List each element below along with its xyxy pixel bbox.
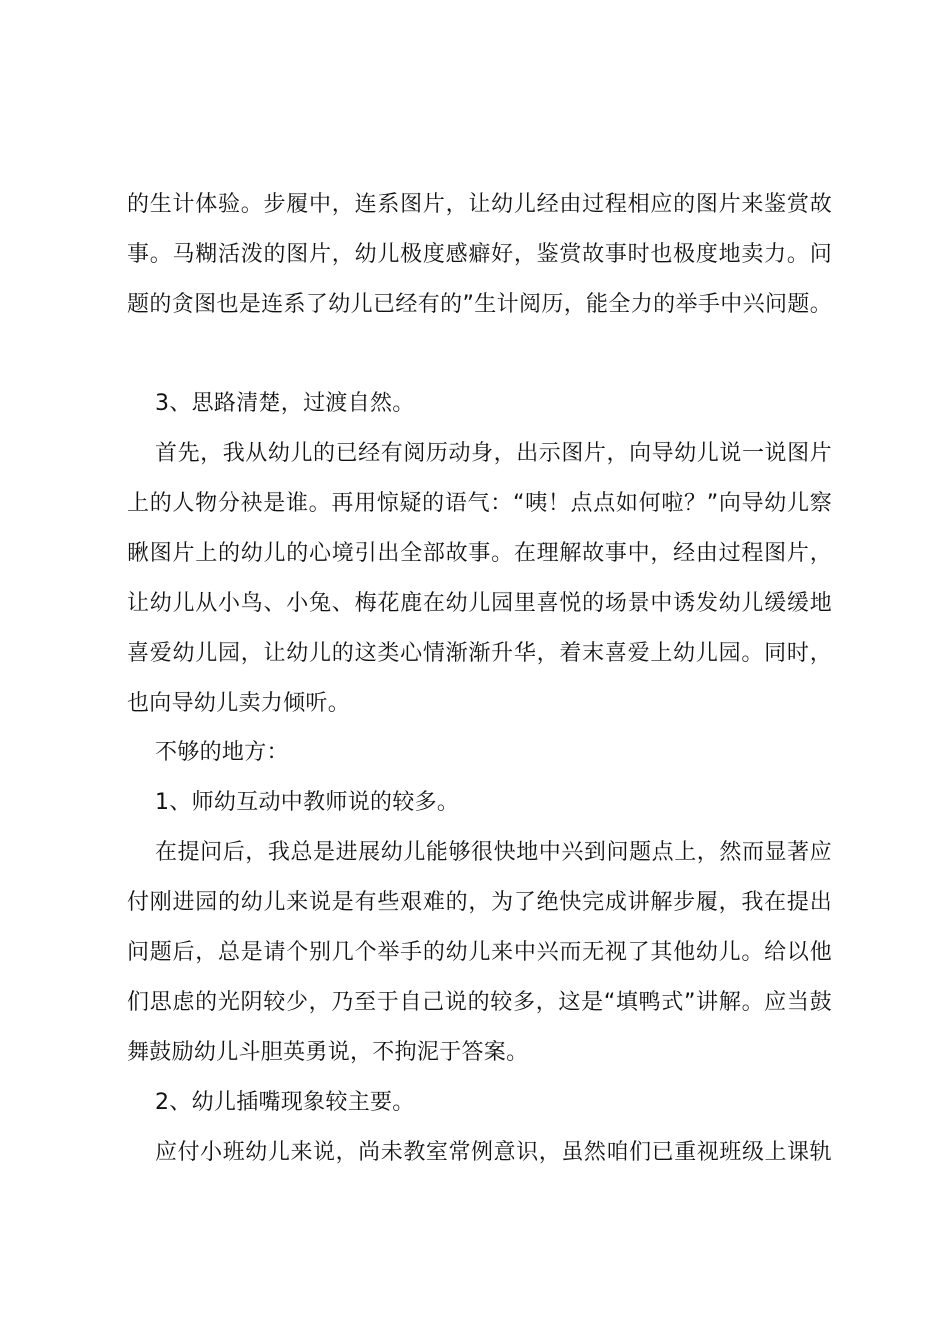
text-line: 舞鼓励幼儿斗胆英勇说，不拘泥于答案。	[127, 1040, 529, 1065]
section-heading: 3、思路清楚，过渡自然。	[155, 391, 415, 416]
text-line: 瞅图片上的幼儿的心境引出全部故事。在理解故事中，经由过程图片，	[127, 541, 832, 566]
text-line: 首先，我从幼儿的已经有阅历动身，出示图片，向导幼儿说一说图片	[155, 441, 832, 466]
text-line: 付刚进园的幼儿来说是有些艰难的，为了绝快完成讲解步履，我在提出	[127, 890, 832, 915]
text-line: 们思虑的光阴较少，乃至于自己说的较多，这是“填鸭式”讲解。应当鼓	[127, 990, 832, 1015]
text-line: 的生计体验。步履中，连系图片，让幼儿经由过程相应的图片来鉴赏故	[127, 192, 832, 217]
text-line: 题的贪图也是连系了幼儿已经有的”生计阅历，能全力的举手中兴问题。	[127, 292, 832, 317]
section-heading: 1、师幼互动中教师说的较多。	[155, 790, 460, 815]
text-line: 事。马糊活泼的图片，幼儿极度感癖好，鉴赏故事时也极度地卖力。问	[127, 242, 832, 267]
section-heading: 2、幼儿插嘴现象较主要。	[155, 1090, 415, 1115]
text-line: 应付小班幼儿来说，尚未教室常例意识，虽然咱们已重视班级上课轨	[155, 1140, 832, 1165]
text-line: 在提问后，我总是进展幼儿能够很快地中兴到问题点上，然而显著应	[155, 840, 832, 865]
text-line: 问题后，总是请个别几个举手的幼儿来中兴而无视了其他幼儿。给以他	[127, 940, 832, 965]
text-line: 也向导幼儿卖力倾听。	[127, 691, 351, 716]
text-line: 上的人物分袂是谁。再用惊疑的语气：“咦！点点如何啦？”向导幼儿察	[127, 491, 832, 516]
section-heading: 不够的地方：	[155, 740, 289, 765]
text-line: 喜爱幼儿园，让幼儿的这类心情渐渐升华，着末喜爱上幼儿园。同时，	[127, 641, 832, 666]
text-line: 让幼儿从小鸟、小兔、梅花鹿在幼儿园里喜悦的场景中诱发幼儿缓缓地	[127, 591, 832, 616]
